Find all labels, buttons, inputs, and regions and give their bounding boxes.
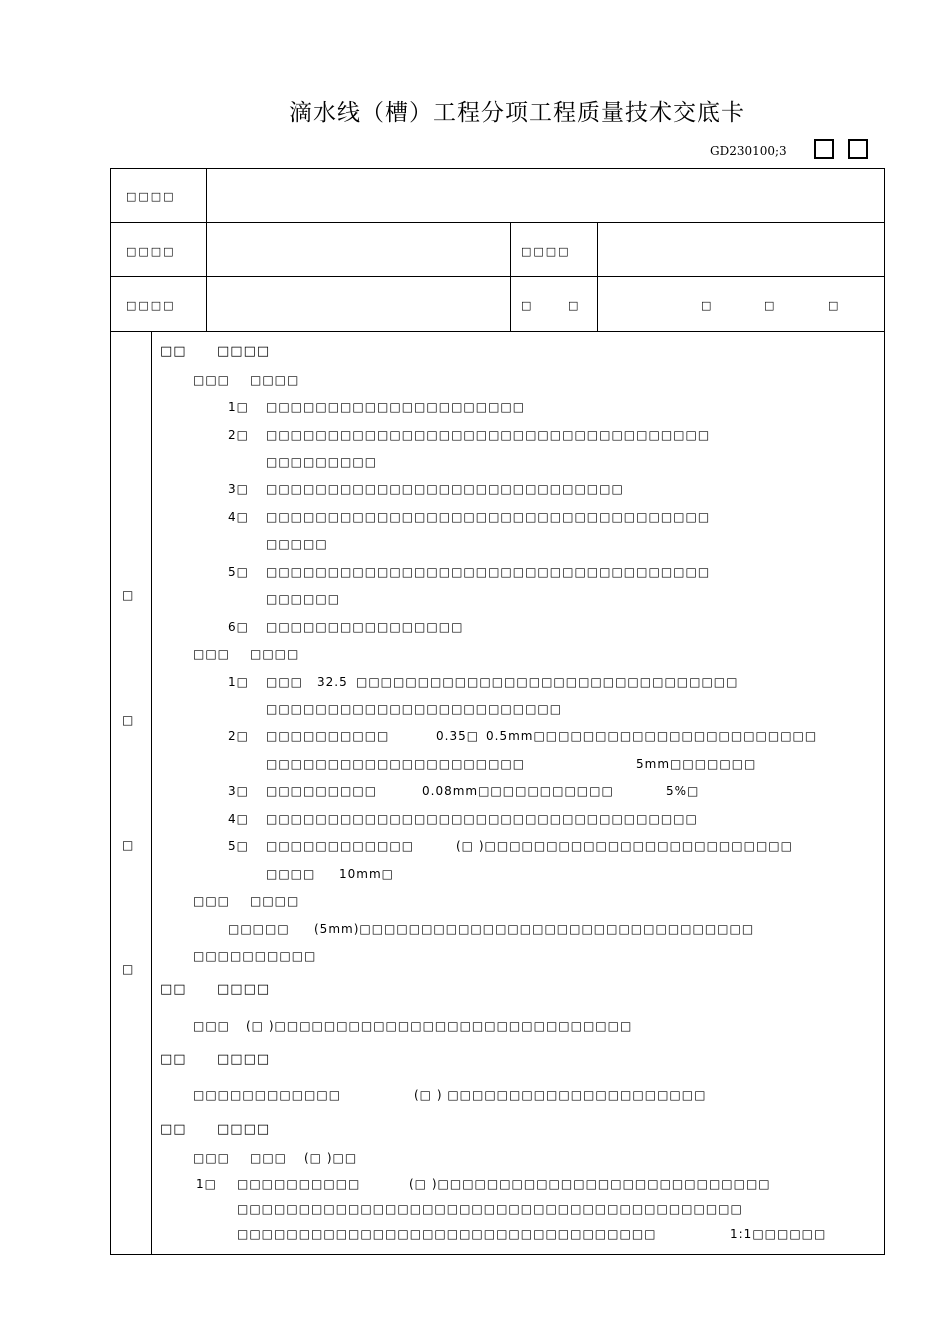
content-line-l09-part-1: □□□□□□□□□□□□□□□□□□□□□□□□□□□□□□□□□□□□ [266,565,711,579]
label-column-divider [206,168,207,331]
row-divider-3 [110,331,885,332]
row2-label: □□□□ [126,245,176,258]
content-line-l11-part-0: 6□ [228,620,249,634]
content-line-l29-part-2: (□ )□□ [304,1151,358,1165]
content-line-l07-part-0: 4□ [228,510,249,524]
content-line-l11-part-1: □□□□□□□□□□□□□□□□ [266,620,464,634]
content-line-l18-part-1: □□□□□□□□□□□□□□□□□□□□□□□□□□□□□□□□□□□ [266,812,698,826]
content-line-l23-part-0: □□□□□□□□□□ [193,949,317,963]
content-line-l17-part-1: □□□□□□□□□ [266,784,378,798]
date-day: □ [828,299,841,312]
content-line-l20-part-0: □□□□ [266,867,316,881]
content-line-l19-part-1: □□□□□□□□□□□□ [266,839,415,853]
content-line-l17-part-2: 0.08mm□□□□□□□□□□□ [422,784,614,798]
side-label-4: □ [122,962,134,976]
content-line-l02-part-0: □□□ [193,373,231,387]
row1-label: □□□□ [126,190,176,203]
content-line-l15-part-3: 0.5mm□□□□□□□□□□□□□□□□□□□□□□□ [486,729,818,743]
row-divider-1 [110,222,885,223]
checkbox-2[interactable] [848,139,868,159]
content-line-l31-part-0: □□□□□□□□□□□□□□□□□□□□□□□□□□□□□□□□□□□□□□□□□ [237,1202,743,1216]
content-line-l02-part-1: □□□□ [250,373,300,387]
content-line-l21-part-0: □□□ [193,894,231,908]
content-line-l30-part-1: □□□□□□□□□□ [237,1177,361,1191]
content-line-l18-part-0: 4□ [228,812,249,826]
content-line-l13-part-3: □□□□□□□□□□□□□□□□□□□□□□□□□□□□□□□ [356,675,739,689]
content-line-l26-part-1: □□□□ [217,1052,271,1067]
document-code: GD230100;3 [710,144,787,158]
side-label-1: □ [122,588,134,602]
content-line-l27-part-0: □□□□□□□□□□□□ [193,1088,342,1102]
content-line-l20-part-1: 10mm□ [339,867,394,881]
content-line-l03-part-1: □□□□□□□□□□□□□□□□□□□□□ [266,400,526,414]
content-line-l01-part-0: □□ [160,344,187,359]
row3-mid-b: □ [568,299,581,312]
row-divider-2 [110,276,885,277]
content-line-l28-part-1: □□□□ [217,1122,271,1137]
content-line-l12-part-1: □□□□ [250,647,300,661]
content-line-l15-part-0: 2□ [228,729,249,743]
content-line-l19-part-2: (□ )□□□□□□□□□□□□□□□□□□□□□□□□□ [456,839,793,853]
content-line-l15-part-1: □□□□□□□□□□ [266,729,390,743]
content-line-l13-part-0: 1□ [228,675,249,689]
content-line-l17-part-0: 3□ [228,784,249,798]
content-line-l32-part-0: □□□□□□□□□□□□□□□□□□□□□□□□□□□□□□□□□□ [237,1227,657,1241]
content-line-l15-part-2: 0.35□ [436,729,480,743]
content-line-l16-part-0: □□□□□□□□□□□□□□□□□□□□□ [266,757,526,771]
content-line-l09-part-0: 5□ [228,565,249,579]
content-line-l30-part-0: 1□ [196,1177,217,1191]
content-line-l17-part-3: 5%□ [666,784,700,798]
content-line-l25-part-1: (□ )□□□□□□□□□□□□□□□□□□□□□□□□□□□□□ [246,1019,633,1033]
side-label-2: □ [122,713,134,727]
content-line-l21-part-1: □□□□ [250,894,300,908]
content-line-l03-part-0: 1□ [228,400,249,414]
content-line-l28-part-0: □□ [160,1122,187,1137]
content-line-l30-part-2: (□ )□□□□□□□□□□□□□□□□□□□□□□□□□□□ [409,1177,771,1191]
content-line-l01-part-1: □□□□ [217,344,271,359]
side-label-3: □ [122,838,134,852]
content-line-l19-part-0: 5□ [228,839,249,853]
row2-right-label: □□□□ [521,245,571,258]
row3-label: □□□□ [126,299,176,312]
content-line-l24-part-1: □□□□ [217,982,271,997]
content-line-l26-part-0: □□ [160,1052,187,1067]
middle-column-divider [510,222,511,331]
content-line-l06-part-1: □□□□□□□□□□□□□□□□□□□□□□□□□□□□□ [266,482,624,496]
content-line-l22-part-1: (5mm)□□□□□□□□□□□□□□□□□□□□□□□□□□□□□□□□ [314,922,755,936]
date-month: □ [764,299,777,312]
content-line-l29-part-0: □□□ [193,1151,231,1165]
content-line-l05-part-0: □□□□□□□□□ [266,455,378,469]
page-title: 滴水线（槽）工程分项工程质量技术交底卡 [289,100,745,126]
row3-mid-a: □ [521,299,534,312]
content-line-l29-part-1: □□□ [250,1151,288,1165]
side-column-divider [151,331,152,1255]
content-line-l12-part-0: □□□ [193,647,231,661]
content-line-l07-part-1: □□□□□□□□□□□□□□□□□□□□□□□□□□□□□□□□□□□□ [266,510,711,524]
content-line-l24-part-0: □□ [160,982,187,997]
content-line-l14-part-0: □□□□□□□□□□□□□□□□□□□□□□□□ [266,702,563,716]
date-year: □ [701,299,714,312]
content-line-l27-part-1: (□ ) □□□□□□□□□□□□□□□□□□□□□ [414,1088,707,1102]
content-line-l04-part-0: 2□ [228,428,249,442]
content-line-l13-part-2: 32.5 [317,675,348,689]
content-line-l16-part-1: 5mm□□□□□□□ [636,757,757,771]
content-line-l04-part-1: □□□□□□□□□□□□□□□□□□□□□□□□□□□□□□□□□□□□ [266,428,711,442]
content-line-l13-part-1: □□□ [266,675,304,689]
content-line-l06-part-0: 3□ [228,482,249,496]
content-line-l08-part-0: □□□□□ [266,537,328,551]
checkbox-1[interactable] [814,139,834,159]
content-line-l32-part-1: 1:1□□□□□□ [730,1227,827,1241]
content-line-l10-part-0: □□□□□□ [266,592,341,606]
content-line-l22-part-0: □□□□□ [228,922,290,936]
content-line-l25-part-0: □□□ [193,1019,231,1033]
right-column-divider [597,222,598,331]
